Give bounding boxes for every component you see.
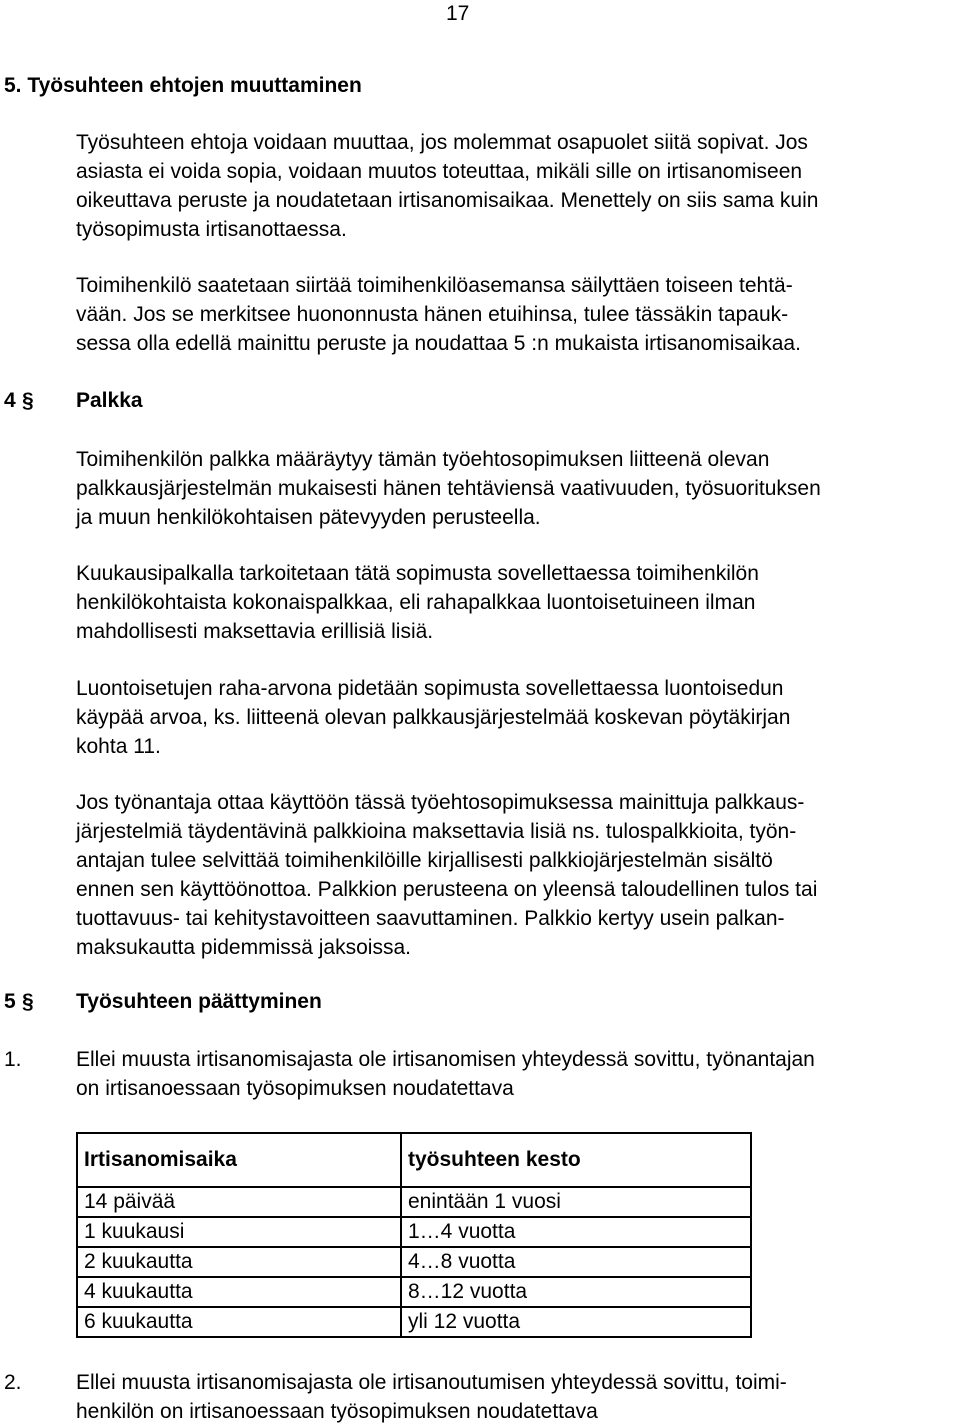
table-cell: enintään 1 vuosi [401,1187,751,1217]
column-header: työsuhteen kesto [401,1133,751,1187]
text-line: antajan tulee selvittää toimihenkilöille kirjallisesti palkkiojärjestelmän sisältö [76,849,773,872]
table-cell: 1…4 vuotta [401,1217,751,1247]
text-line: järjestelmiä täydentävinä palkkioina maksettavia lisiä ns. tulospalkkioita, työn- [76,820,797,843]
section-number: 5 [4,990,16,1013]
table-cell: 1 kuukausi [77,1217,401,1247]
text-line: oikeuttava peruste ja noudatetaan irtisanomisaikaa. Menettely on siis sama kuin [76,189,819,212]
table-row [77,1187,751,1217]
text-line: asiasta ei voida sopia, voidaan muutos toteuttaa, mikäli sille on irtisanomiseen [76,160,803,183]
table-cell: 6 kuukautta [77,1307,401,1337]
text-line: ennen sen käyttöönottoa. Palkkion perusteena on yleensä taloudellinen tulos tai [76,878,818,901]
page-number: 17 [446,2,470,25]
section-5-heading: 5. Työsuhteen ehtojen muuttaminen [4,74,362,97]
text-line: Jos työnantaja ottaa käyttöön tässä työehtosopimuksessa mainittuja palkkaus- [76,791,805,814]
text-line: Kuukausipalkalla tarkoitetaan tätä sopimusta sovellettaessa toimihenkilön [76,562,759,585]
text-line: henkilökohtaista kokonaispalkkaa, eli rahapalkkaa luontoisetuineen ilman [76,591,756,614]
paragraph-salary [76,445,956,532]
notice-period-table [76,1132,752,1338]
text-line: Työsuhteen ehtoja voidaan muuttaa, jos molemmat osapuolet siitä sopivat. Jos [76,131,808,154]
paragraph-monthly-salary [76,559,956,646]
table-row [77,1217,751,1247]
section-4-heading [4,387,143,415]
text-line: kohta 11. [76,735,161,758]
list-item-text [76,1368,956,1426]
text-line: Ellei muusta irtisanomisajasta ole irtisanoutumisen yhteydessä sovittu, toimi- [76,1371,787,1394]
list-item-text [76,1045,956,1103]
text-line: sessa olla edellä mainittu peruste ja noudattaa 5 :n mukaista irtisanomisaikaa. [76,332,801,355]
paragraph-fringe-benefits [76,674,956,761]
table-cell: 2 kuukautta [77,1247,401,1277]
text-line: käypää arvoa, ks. liitteenä olevan palkkausjärjestelmää koskevan pöytäkirjan [76,706,791,729]
text-line: vään. Jos se merkitsee huononnusta hänen etuihinsa, tulee tässäkin tapauk- [76,303,789,326]
table-header-row [77,1133,751,1187]
table-row [77,1247,751,1277]
table-cell: 8…12 vuotta [401,1277,751,1307]
text-line: on irtisanoessaan työsopimuksen noudatettava [76,1077,514,1100]
text-line: mahdollisesti maksettavia erillisiä lisiä. [76,620,434,643]
text-line: Toimihenkilö saatetaan siirtää toimihenkilöasemansa säilyttäen toiseen tehtä- [76,274,793,297]
table-row [77,1277,751,1307]
table-cell: yli 12 vuotta [401,1307,751,1337]
section-title: Palkka [76,389,143,412]
column-header: Irtisanomisaika [77,1133,401,1187]
section-symbol: § [22,389,34,412]
section-symbol: § [22,990,34,1013]
text-line: tuottavuus- tai kehitystavoitteen saavuttaminen. Palkkio kertyy usein palkan- [76,907,785,930]
paragraph-change-terms [76,128,956,244]
table-cell: 4…8 vuotta [401,1247,751,1277]
text-line: Luontoisetujen raha-arvona pidetään sopimusta sovellettaessa luontoisedun [76,677,784,700]
paragraph-transfer [76,271,956,358]
text-line: henkilön on irtisanoessaan työsopimuksen noudatettava [76,1400,598,1423]
text-line: Toimihenkilön palkka määräytyy tämän työehtosopimuksen liitteenä olevan [76,448,770,471]
table-cell: 4 kuukautta [77,1277,401,1307]
text-line: maksukautta pidemmissä jaksoissa. [76,936,411,959]
text-line: ja muun henkilökohtaisen pätevyyden perusteella. [76,506,541,529]
text-line: työsopimusta irtisanottaessa. [76,218,347,241]
section-number: 4 [4,389,16,412]
table-row [77,1307,751,1337]
table-cell: 14 päivää [77,1187,401,1217]
list-number: 2. [4,1371,22,1394]
list-number: 1. [4,1048,22,1071]
text-line: palkkausjärjestelmän mukaisesti hänen tehtäviensä vaativuuden, työsuorituksen [76,477,821,500]
section-title: Työsuhteen päättyminen [76,990,322,1013]
text-line: Ellei muusta irtisanomisajasta ole irtisanomisen yhteydessä sovittu, työnantajan [76,1048,815,1071]
section-5-termination-heading [4,988,322,1016]
paragraph-bonus [76,788,956,962]
